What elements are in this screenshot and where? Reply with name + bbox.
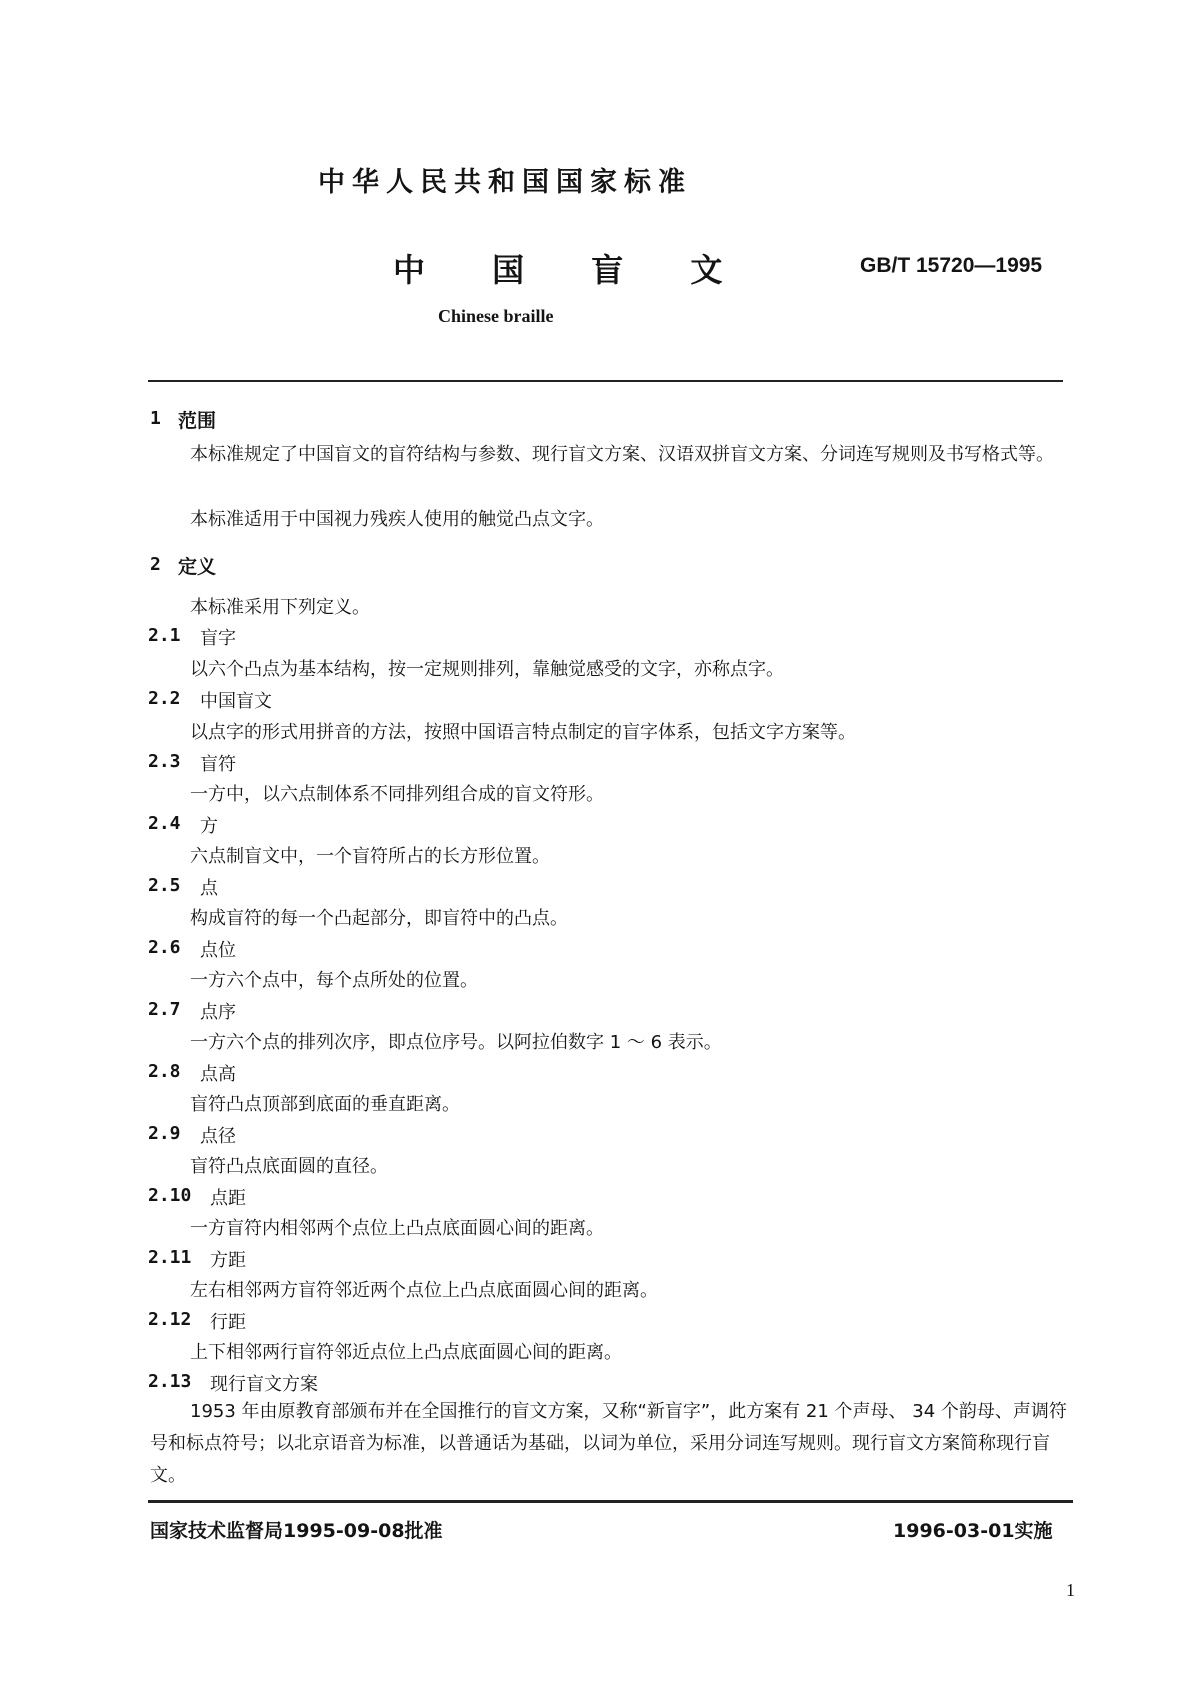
definition-term: 点径	[200, 1126, 236, 1147]
definition-number: 2.11	[148, 1247, 192, 1268]
definition-number: 2.10	[148, 1185, 192, 1206]
definition-number: 2.1	[148, 625, 181, 646]
definition-number: 2.6	[148, 937, 181, 958]
definition-term: 中国盲文	[200, 691, 272, 712]
definition-number: 2.7	[148, 999, 181, 1020]
approval-statement: 国家技术监督局1995-09-08批准	[150, 1520, 443, 1542]
definition-number: 2.8	[148, 1061, 181, 1082]
definition-text: 上下相邻两行盲符邻近点位上凸点底面圆心间的距离。	[190, 1342, 622, 1363]
english-title: Chinese braille	[438, 306, 554, 326]
section-2-number: 2	[150, 554, 161, 575]
definition-text: 一方中，以六点制体系不同排列组合成的盲文符形。	[190, 784, 604, 805]
definition-term: 方	[200, 816, 218, 837]
definition-text: 六点制盲文中，一个盲符所占的长方形位置。	[190, 846, 550, 867]
definition-text: 一方六个点中，每个点所处的位置。	[190, 970, 478, 991]
section-1-title: 范围	[178, 410, 217, 432]
definition-number: 2.5	[148, 875, 181, 896]
definition-text: 盲符凸点顶部到底面的垂直距离。	[190, 1094, 460, 1115]
top-divider	[148, 380, 1063, 382]
definition-term: 行距	[210, 1312, 246, 1333]
definition-term: 点序	[200, 1002, 236, 1023]
definition-text: 以点字的形式用拼音的方法，按照中国语言特点制定的盲字体系，包括文字方案等。	[190, 722, 856, 743]
definition-number: 2.2	[148, 688, 181, 709]
section-1-number: 1	[150, 408, 161, 429]
document-title: 中 国 盲 文	[393, 251, 751, 289]
definition-number: 2.3	[148, 751, 181, 772]
definition-text: 1953 年由原教育部颁布并在全国推行的盲文方案，又称“新盲字”，此方案有 21 个声母、 34 个韵母、声调符号和标点符号；以北京语音为标准，以普通话为基础，以词为单位，采用分词连写规则。现行盲文方案简称现行盲文。	[150, 1401, 1067, 1486]
definition-term: 方距	[210, 1250, 246, 1271]
definition-text: 以六个凸点为基本结构，按一定规则排列，靠触觉感受的文字，亦称点字。	[190, 659, 784, 680]
definition-text: 构成盲符的每一个凸起部分，即盲符中的凸点。	[190, 908, 568, 929]
section-1-paragraph-2: 本标准适用于中国视力残疾人使用的触觉凸点文字。	[190, 509, 604, 530]
section-2-intro: 本标准采用下列定义。	[190, 597, 370, 618]
definition-term: 点高	[200, 1064, 236, 1085]
definition-term: 点距	[210, 1188, 246, 1209]
definition-number: 2.12	[148, 1309, 192, 1330]
definition-number: 2.13	[148, 1371, 192, 1392]
definition-text: 左右相邻两方盲符邻近两个点位上凸点底面圆心间的距离。	[190, 1280, 658, 1301]
definition-term: 点位	[200, 940, 236, 961]
definition-text: 一方盲符内相邻两个点位上凸点底面圆心间的距离。	[190, 1218, 604, 1239]
effective-date: 1996-03-01实施	[893, 1520, 1053, 1542]
definition-term: 盲符	[200, 754, 236, 775]
section-1-paragraph-1: 本标准规定了中国盲文的盲符结构与参数、现行盲文方案、汉语双拼盲文方案、分词连写规则及书写格式等。	[190, 444, 1054, 465]
section-2-title: 定义	[178, 556, 217, 578]
definition-term: 现行盲文方案	[210, 1374, 318, 1395]
definition-term: 点	[200, 878, 218, 899]
definition-text: 一方六个点的排列次序，即点位序号。以阿拉伯数字 1 ～ 6 表示。	[190, 1032, 722, 1053]
page-number: 1	[1066, 1580, 1075, 1600]
definition-number: 2.4	[148, 813, 181, 834]
bottom-divider	[148, 1500, 1073, 1503]
definition-text: 盲符凸点底面圆的直径。	[190, 1156, 388, 1177]
standard-type-heading: 中华人民共和国国家标准	[318, 167, 692, 198]
definition-number: 2.9	[148, 1123, 181, 1144]
standard-number: GB/T 15720—1995	[860, 254, 1043, 277]
definition-term: 盲字	[200, 628, 236, 649]
